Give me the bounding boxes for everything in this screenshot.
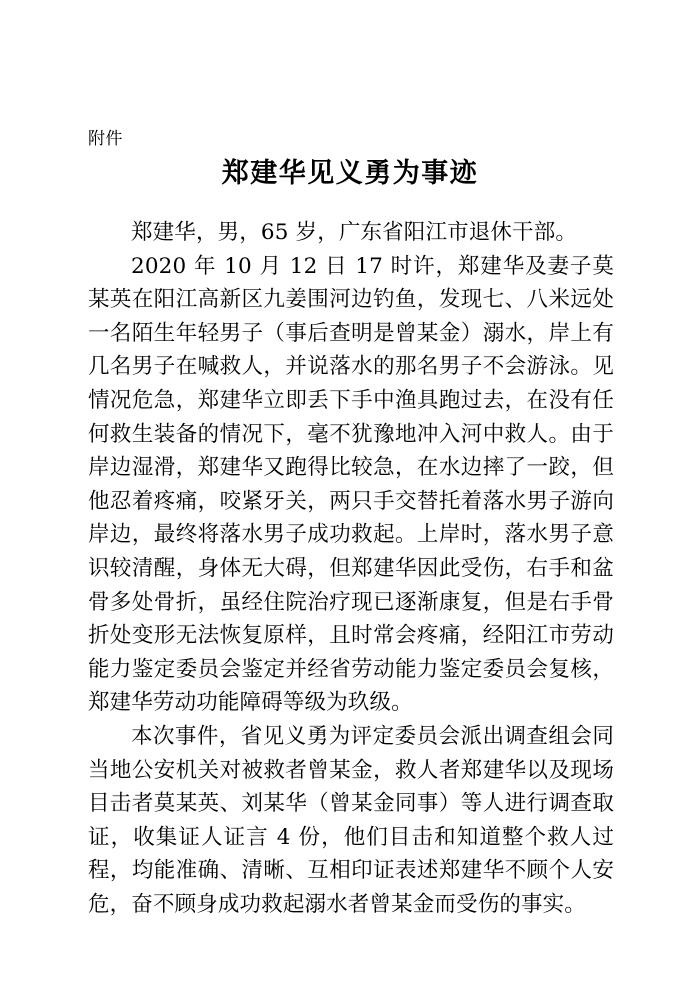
- body-paragraph-1: 郑建华，男，65 岁，广东省阳江市退休干部。: [131, 220, 577, 245]
- page-title: 郑建华见义勇为事迹: [221, 158, 479, 189]
- body-paragraph-2: 2020 年 10 月 12 日 17 时许，郑建华及妻子莫某英在阳江高新区九姜围河边钓鱼，发现七、八米远处一名陌生年轻男子（事后查明是曾某金）溺水，岸上有几名男子在喊救人，并说落水的那名男子不会游泳。见情况危急，郑建华立即丢下手中渔具跑过去，在没有任何救生装备的情况下，毫不犹豫地冲入河中救人。由于岸边湿滑，郑建华又跑得比较急，在水边摔了一跤，但他忍着疼痛，咬紧牙关，两只手交替托着落水男子游向岸边，最终将落水男子成功救起。上岸时，落水男子意识较清醒，身体无大碍，但郑建华因此受伤，右手和盆骨多处骨折，虽经住院治疗现已逐渐康复，但是右手骨折处变形无法恢复原样，且时常会疼痛，经阳江市劳动能力鉴定委员会鉴定并经省劳动能力鉴定委员会复核，郑建华劳动功能障碍等级为玖级。: [88, 253, 614, 716]
- document-body: [88, 216, 614, 921]
- body-paragraph-3: 本次事件，省见义勇为评定委员会派出调查组会同当地公安机关对被救者曾某金，救人者郑建华以及现场目击者莫某英、刘某华（曾某金同事）等人进行调查取证，收集证人证言 4 份，他们目击和知道整个救人过程，均能准确、清晰、互相印证表述郑建华不顾个人安危，奋不顾身成功救起溺水者曾某金而受伤的事实。: [88, 723, 614, 917]
- attachment-label: 附件: [88, 129, 123, 149]
